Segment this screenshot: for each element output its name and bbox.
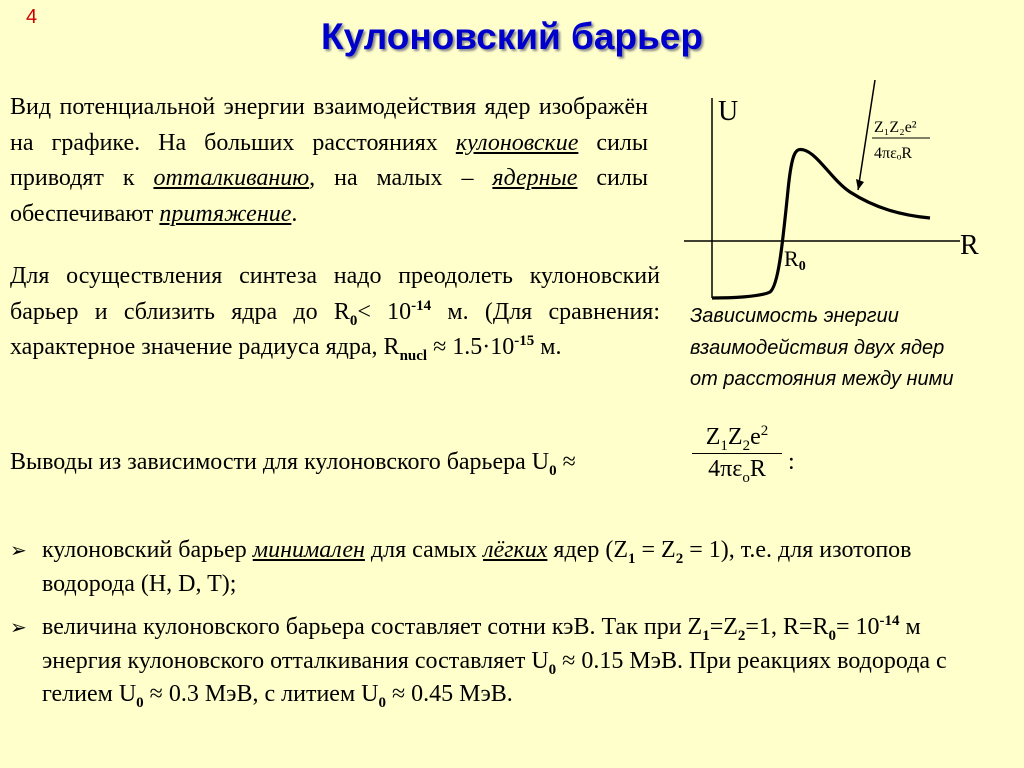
- text-run: ≈ 1.5·10: [427, 334, 515, 360]
- graph-caption: [690, 301, 1020, 396]
- formula-numerator: $Z_1Z_2e^2$: [692, 424, 782, 454]
- graph-formula-numerator: Z₁Z₂e²: [874, 119, 917, 136]
- emphasis-nuclear: ядерные: [492, 165, 578, 191]
- text-run: силы приводят к: [10, 129, 648, 191]
- emphasis-minimal: минимален: [252, 537, 365, 563]
- r0-label: R0: [784, 246, 806, 274]
- superscript: -15: [514, 333, 535, 349]
- formula-pointer: [858, 80, 875, 190]
- arrow-bullet-icon: ➢: [10, 615, 27, 639]
- caption-line: от расстояния между ними: [690, 368, 954, 390]
- superscript: -14: [411, 297, 432, 314]
- subscript: 0: [549, 462, 557, 479]
- text-run: м. (Для сравнения: характерное значение радиуса ядра, R: [10, 298, 661, 360]
- text-run: .: [291, 200, 298, 227]
- list-item: [10, 534, 1010, 601]
- emphasis-repulsion: отталкиванию: [153, 165, 310, 191]
- slide-title: Кулоновский барьер: [321, 16, 703, 57]
- text-run: ≈: [556, 449, 576, 475]
- text-run: Выводы из зависимости для кулоновского барьера U: [10, 449, 550, 475]
- text-run: < 10: [357, 298, 412, 325]
- emphasis-light: лёгких: [483, 537, 548, 563]
- conclusion-line: [10, 449, 576, 479]
- formula-denominator: $4\pi\varepsilon_oR$: [708, 456, 766, 486]
- text-run: силы обеспечивают: [10, 165, 649, 227]
- potential-curve: [712, 149, 930, 298]
- text-run: Вид потенциальной энергии взаимодействия ядер изображён на графике. На больших расстояниях: [10, 94, 648, 156]
- slide-number: 4: [26, 6, 38, 28]
- subscript: 0: [349, 312, 358, 329]
- caption-line: Зависимость энергии: [690, 305, 899, 327]
- bullet-text: величина кулоновского барьера составляет сотни кэВ. Так при $Z_1=Z_2=1$, $R=R_0= 10^{-14}$ м энергия кулоновского отталкивания составляет $U_0 \approx 0.15$ МэВ. При реакциях водорода с гелием $U_0 \approx 0.3$ МэВ, с литием $U_0 \approx 0.45$ МэВ.: [42, 613, 947, 711]
- potential-energy-graph: [670, 80, 1024, 302]
- text-run: , на малых –: [309, 165, 493, 191]
- subscript: nucl: [399, 347, 428, 364]
- graph-formula-denominator: 4πεₒR: [874, 145, 913, 162]
- bullet-text: кулоновский барьер минимален для самых лёгких ядер $(Z_1 = Z_2 = 1)$, т.е. для изотопов водорода (H, D, T);: [42, 537, 912, 597]
- arrow-bullet-icon: ➢: [10, 538, 27, 562]
- y-axis-label: U: [718, 96, 739, 127]
- formula-colon: :: [788, 449, 795, 475]
- x-axis-label: R: [960, 230, 979, 261]
- synthesis-paragraph: [10, 259, 660, 366]
- coulomb-barrier-formula: [692, 423, 782, 486]
- caption-line: взаимодействия двух ядер: [690, 336, 945, 359]
- text-run: м.: [534, 334, 562, 360]
- bullet-list: [10, 534, 1010, 722]
- text-run: Для осуществления синтеза надо преодолеть кулоновский барьер и сблизить ядра до R: [10, 263, 660, 325]
- emphasis-attraction: притяжение: [159, 200, 292, 227]
- intro-paragraph: [10, 90, 648, 232]
- arrow-head: [856, 179, 864, 190]
- list-item: [10, 611, 1010, 712]
- emphasis-coulomb: кулоновские: [455, 129, 579, 156]
